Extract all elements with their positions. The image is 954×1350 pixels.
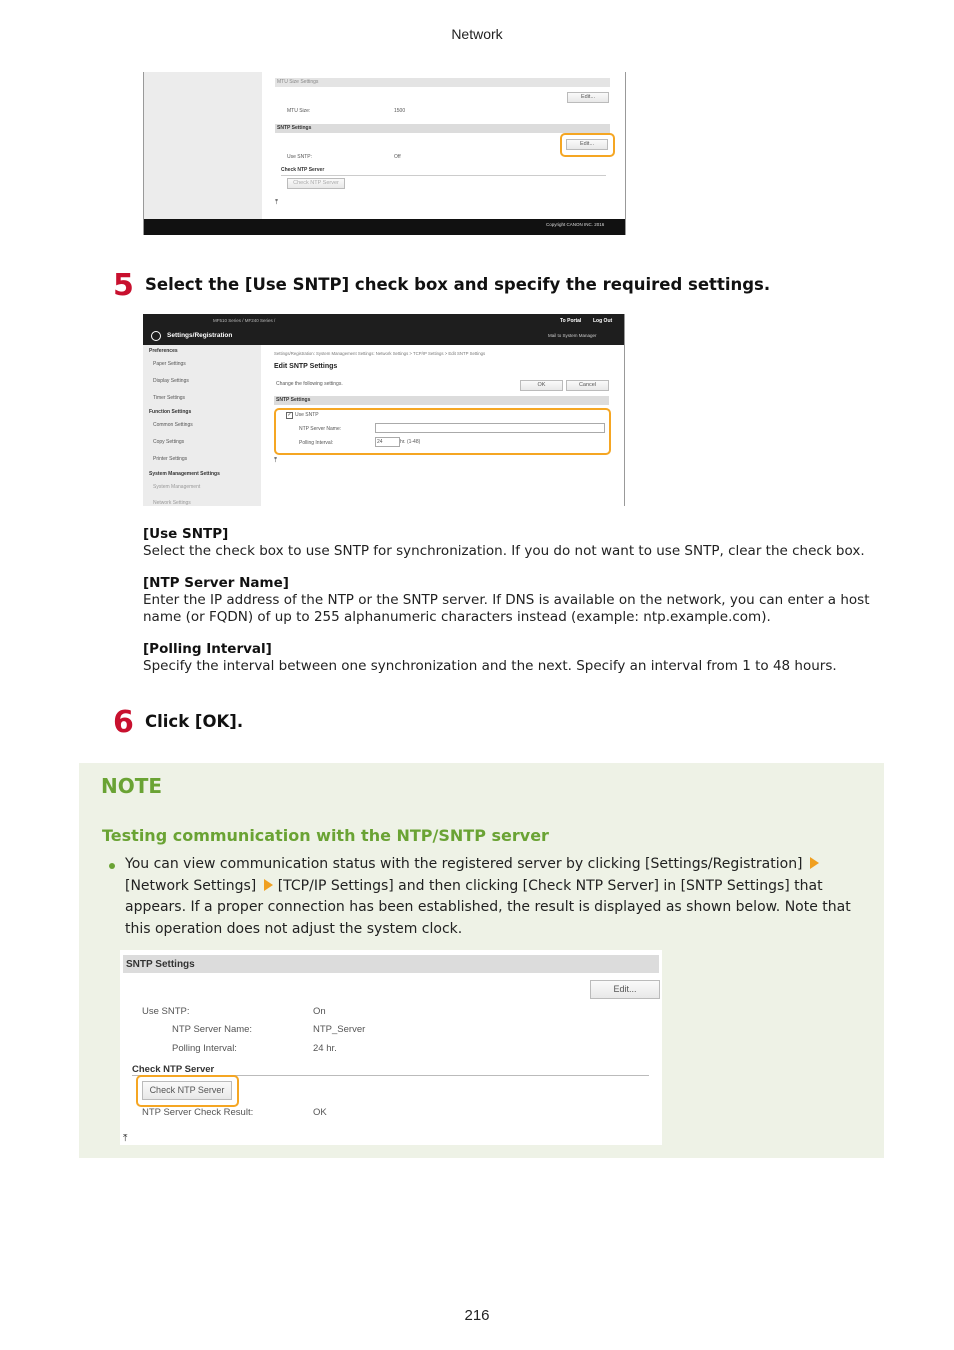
- sidebar-item-display[interactable]: Display Settings: [153, 378, 189, 384]
- result-value: OK: [313, 1107, 327, 1118]
- back-to-top-icon[interactable]: ⤒: [123, 1133, 128, 1144]
- note-title: NOTE: [101, 774, 163, 798]
- page-title: Edit SNTP Settings: [274, 363, 338, 370]
- mtu-edit-button[interactable]: Edit...: [567, 92, 609, 103]
- screenshot-mtu-sntp: [143, 72, 626, 235]
- sidebar-item-copy[interactable]: Copy Settings: [153, 439, 185, 445]
- polling-unit: hr. (1-48): [400, 439, 421, 445]
- polling-input[interactable]: 24: [375, 437, 400, 447]
- series-name: MF510 Series / MF240 Series /: [213, 318, 276, 323]
- ntp-name-label: NTP Server Name:: [299, 426, 342, 432]
- term-use-sntp: [Use SNTP]: [143, 526, 229, 542]
- divider: [281, 175, 606, 176]
- sidebar-function: Function Settings: [149, 409, 192, 415]
- desc-use-sntp: Select the check box to use SNTP for synchronization. If you do not want to use SNTP, clear the check box.: [143, 543, 865, 559]
- step-6-text: Click [OK].: [145, 712, 244, 731]
- back-to-top-icon[interactable]: ⤒: [274, 457, 278, 464]
- sntp-heading: SNTP Settings: [276, 397, 311, 403]
- log-out-link[interactable]: Log Out: [593, 318, 613, 324]
- polling-label: Polling Interval:: [299, 440, 334, 446]
- result-label: NTP Server Check Result:: [142, 1107, 254, 1118]
- sidebar-item-sysmgmt[interactable]: System Management: [153, 484, 201, 490]
- to-portal-link[interactable]: To Portal: [560, 318, 582, 324]
- mail-link[interactable]: Mail to System Manager: [548, 333, 597, 338]
- check-ntp-heading: Check NTP Server: [132, 1064, 215, 1075]
- left-panel: [144, 72, 262, 219]
- sntp-heading-bar: [275, 124, 610, 133]
- screenshot-check-result: [120, 950, 662, 1145]
- bullet-icon: [109, 863, 115, 869]
- page-number: 216: [464, 1307, 490, 1324]
- polling-label: Polling Interval:: [172, 1043, 237, 1054]
- screenshot-edit-sntp: [143, 314, 625, 506]
- use-sntp-value: Off: [394, 154, 401, 160]
- check-ntp-button[interactable]: Check NTP Server: [142, 1081, 232, 1100]
- gear-icon: [151, 331, 161, 341]
- ntp-name-label: NTP Server Name:: [172, 1024, 253, 1035]
- arrow-right-icon: [264, 879, 273, 891]
- ntp-name-input[interactable]: [375, 423, 605, 433]
- mtu-heading: MTU Size Settings: [277, 79, 319, 85]
- use-sntp-value: On: [313, 1006, 326, 1017]
- sidebar-item-common[interactable]: Common Settings: [153, 422, 193, 428]
- check-ntp-button[interactable]: Check NTP Server: [287, 178, 345, 189]
- sidebar-item-network[interactable]: Network Settings: [153, 500, 191, 506]
- ok-button[interactable]: OK: [520, 380, 563, 391]
- change-text: Change the following settings.: [276, 381, 343, 387]
- sntp-heading-bar: [274, 396, 609, 405]
- polling-value: 24 hr.: [313, 1043, 337, 1054]
- mtu-heading-bar: [275, 78, 610, 87]
- term-polling-interval: [Polling Interval]: [143, 641, 272, 657]
- mtu-size-value: 1500: [394, 108, 406, 114]
- desc-ntp-server-name: Enter the IP address of the NTP or the SNTP server. If DNS is available on the network, you can enter a host name (or FQDN) of up to 255 alphanumeric characters instead (example: ntp.example.com).: [143, 592, 870, 625]
- step-5-number: 5: [113, 268, 134, 303]
- sntp-heading-bar: [123, 955, 659, 973]
- ntp-name-value: NTP_Server: [313, 1024, 366, 1035]
- sidebar-item-paper[interactable]: Paper Settings: [153, 361, 186, 367]
- bullet-part-2: [Network Settings]: [125, 877, 257, 894]
- use-sntp-label: Use SNTP: [295, 412, 319, 418]
- bullet-part-1: You can view communication status with the registered server by clicking [Settings/Registration]: [125, 856, 803, 872]
- use-sntp-label: Use SNTP:: [287, 154, 313, 160]
- check-ntp-heading: Check NTP Server: [281, 167, 325, 173]
- sidebar-preferences: Preferences: [149, 348, 178, 354]
- copyright: Copyright CANON INC. 2016: [546, 222, 605, 227]
- sntp-edit-button[interactable]: Edit...: [566, 139, 608, 150]
- running-header: Network: [451, 26, 503, 42]
- sidebar-item-printer[interactable]: Printer Settings: [153, 456, 188, 462]
- use-sntp-label: Use SNTP:: [142, 1006, 190, 1017]
- app-title: Settings/Registration: [167, 332, 233, 339]
- note-subtitle: Testing communication with the NTP/SNTP server: [102, 826, 549, 845]
- edit-button[interactable]: Edit...: [590, 980, 660, 999]
- back-to-top-icon[interactable]: ⤒: [275, 199, 279, 206]
- term-ntp-server-name: [NTP Server Name]: [143, 575, 289, 591]
- step-5-text: Select the [Use SNTP] check box and specify the required settings.: [145, 275, 771, 294]
- desc-polling-interval: Specify the interval between one synchronization and the next. Specify an interval from 1 to 48 hours.: [143, 658, 837, 674]
- step-6-number: 6: [113, 705, 134, 740]
- mtu-size-label: MTU Size:: [287, 108, 311, 114]
- bullet-part-3: [TCP/IP Settings] and then clicking [Check NTP Server] in [SNTP Settings] that appears. If a proper connection has been established, the result is displayed as shown below. Note that this operation does not adjust the system clock.: [125, 877, 851, 938]
- sidebar-sysmgmt: System Management Settings: [149, 471, 220, 477]
- breadcrumb: Settings/Registration: System Management Settings: Network Settings > TCP/IP Settings > Edit SNTP Settings: [274, 351, 486, 356]
- arrow-right-icon: [810, 857, 819, 869]
- sntp-heading: SNTP Settings: [126, 959, 195, 970]
- cancel-button[interactable]: Cancel: [566, 380, 609, 391]
- sidebar-item-timer[interactable]: Timer Settings: [153, 395, 186, 401]
- use-sntp-checkbox[interactable]: ✓: [287, 412, 292, 418]
- sntp-heading: SNTP Settings: [277, 125, 312, 131]
- note-bullet-text: [125, 854, 865, 941]
